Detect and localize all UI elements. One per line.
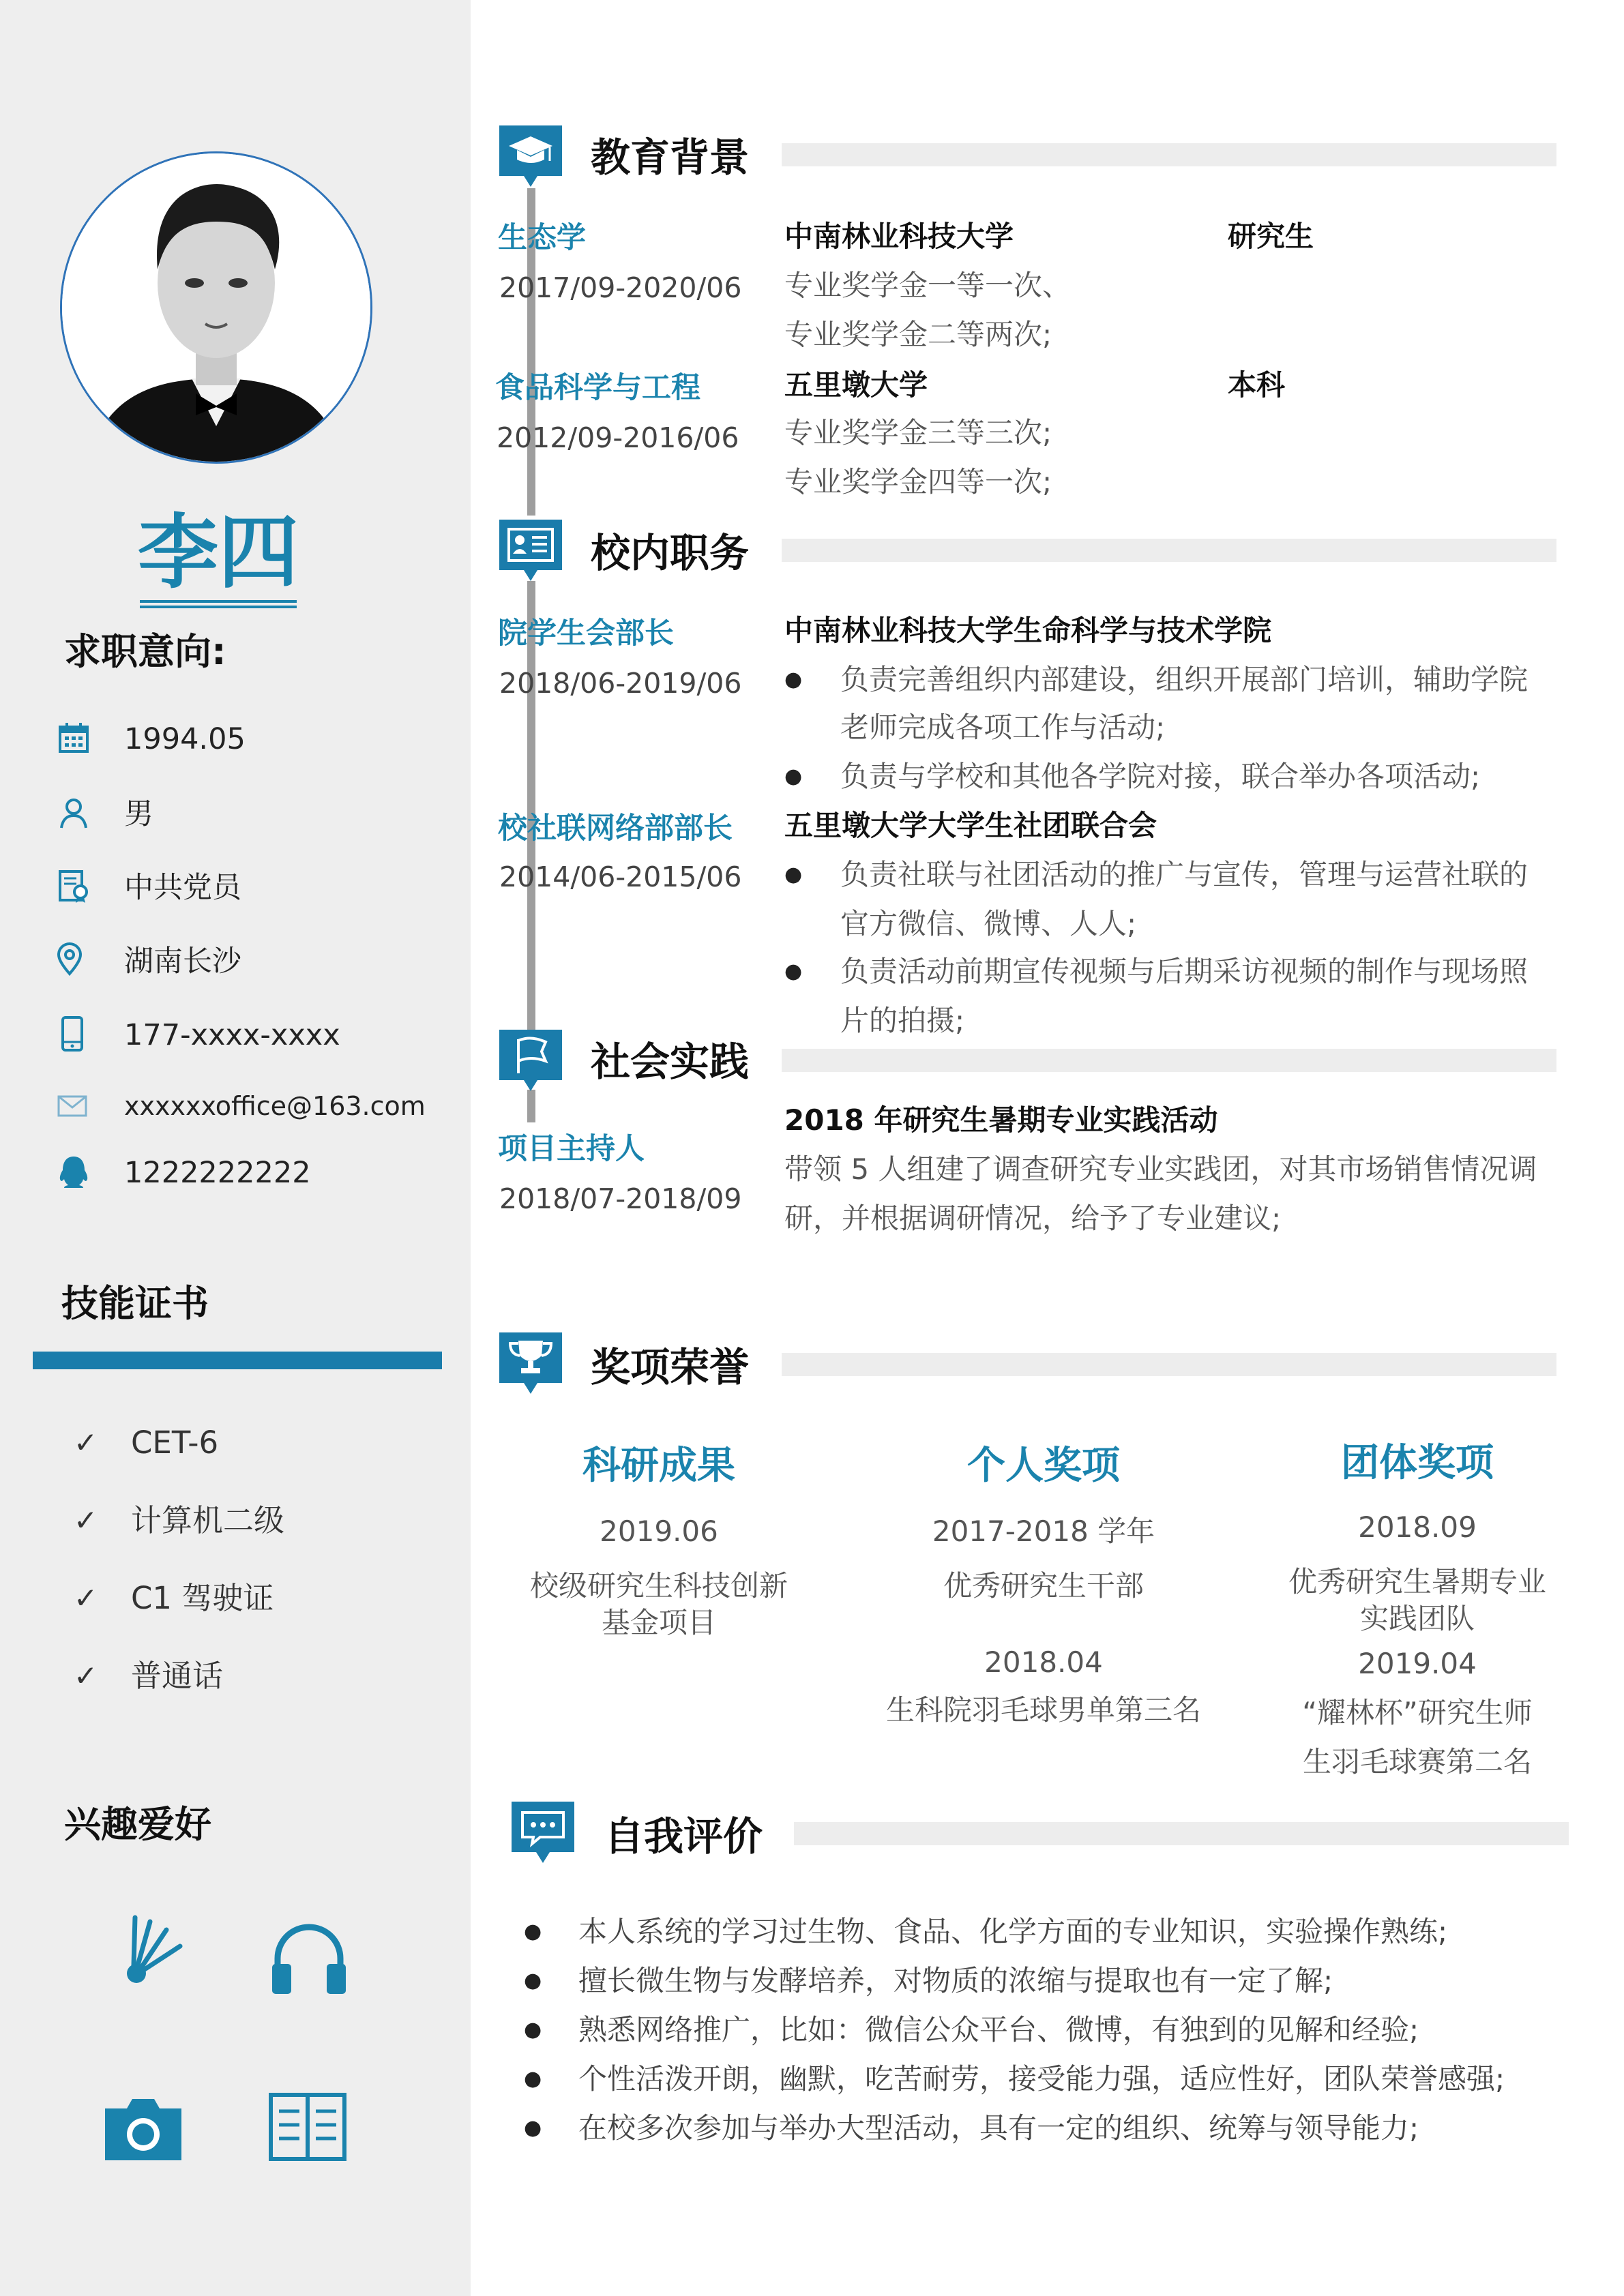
section-header-bar — [794, 1822, 1569, 1845]
education-dates: 2017/09-2020/06 — [499, 271, 742, 304]
award-item: 校级研究生科技创新 — [529, 1569, 788, 1602]
award-item: 基金项目 — [601, 1606, 716, 1639]
education-detail: 专业奖学金三等三次; — [784, 416, 1052, 449]
practice-role: 项目主持人 — [498, 1132, 645, 1166]
campus-duty: 老师完成各项工作与活动; — [840, 711, 1166, 744]
practice-detail: 带领 5 人组建了调查研究专业实践团，对其市场销售情况调 — [784, 1152, 1537, 1186]
award-item: 优秀研究生干部 — [943, 1569, 1144, 1602]
campus-duty: 负责完善组织内部建设，组织开展部门培训，辅助学院 — [840, 663, 1529, 696]
education-major: 生态学 — [498, 221, 586, 255]
party-doc-icon — [56, 869, 91, 904]
award-item: 实践团队 — [1359, 1602, 1475, 1635]
skill-item: C1 驾驶证 — [131, 1580, 274, 1616]
self-eval-title: 自我评价 — [604, 1813, 763, 1860]
campus-org: 中南林业科技大学生命科学与技术学院 — [784, 614, 1272, 647]
phone-icon — [55, 1016, 90, 1052]
qq-icon — [56, 1154, 91, 1189]
skills-title: 技能证书 — [61, 1282, 209, 1325]
hobbies-title: 兴趣爱好 — [64, 1803, 211, 1846]
award-item: 2018.04 — [984, 1645, 1103, 1679]
self-eval-item: 个性活泼开朗，幽默，吃苦耐劳，接受能力强，适应性好，团队荣誉感强; — [578, 2062, 1505, 2096]
trophy-icon — [494, 1328, 567, 1402]
awards-title: 奖项荣誉 — [591, 1344, 750, 1390]
award-item: 2019.04 — [1358, 1647, 1477, 1680]
bullet-icon: ● — [784, 863, 803, 886]
education-degree: 本科 — [1228, 368, 1286, 402]
award-item: 2017-2018 学年 — [932, 1515, 1155, 1548]
book-icon — [267, 2087, 349, 2168]
mail-icon — [55, 1088, 90, 1124]
campus-duty: 负责与学校和其他各学院对接，联合举办各项活动; — [840, 760, 1481, 793]
education-detail: 专业奖学金四等一次; — [784, 465, 1052, 498]
education-dates: 2012/09-2016/06 — [497, 421, 739, 454]
bullet-icon: ● — [524, 2018, 542, 2042]
award-category: 个人奖项 — [967, 1444, 1120, 1488]
birth-date: 1994.05 — [124, 722, 246, 756]
section-header-bar — [782, 1049, 1556, 1072]
practice-title: 社会实践 — [591, 1039, 750, 1085]
award-item: 生羽毛球赛第二名 — [1302, 1745, 1532, 1778]
skill-item: 普通话 — [131, 1658, 224, 1694]
camera-icon — [102, 2087, 184, 2168]
section-header-bar — [782, 143, 1556, 166]
campus-dates: 2014/06-2015/06 — [499, 861, 742, 893]
practice-title-text: 2018 年研究生暑期专业实践活动 — [784, 1103, 1218, 1137]
name-underline — [140, 600, 297, 603]
education-detail: 专业奖学金二等两次; — [784, 318, 1052, 351]
badminton-icon — [109, 1909, 191, 1991]
campus-dates: 2018/06-2019/06 — [499, 667, 742, 700]
education-detail: 专业奖学金一等一次、 — [784, 269, 1072, 302]
name-underline-2 — [140, 606, 297, 608]
political-status: 中共党员 — [124, 871, 241, 905]
self-eval-item: 在校多次参加与举办大型活动，具有一定的组织、统筹与领导能力; — [578, 2111, 1419, 2145]
self-eval-item: 本人系统的学习过生物、食品、化学方面的专业知识，实验操作熟练; — [578, 1915, 1448, 1948]
self-eval-item: 擅长微生物与发酵培养，对物质的浓缩与提取也有一定了解; — [578, 1964, 1333, 1997]
education-title: 教育背景 — [591, 134, 750, 181]
campus-org: 五里墩大学大学生社团联合会 — [784, 809, 1157, 842]
check-icon: ✓ — [74, 1504, 98, 1537]
practice-dates: 2018/07-2018/09 — [499, 1182, 742, 1215]
bullet-icon: ● — [784, 959, 803, 983]
section-header-bar — [782, 539, 1556, 562]
headphones-icon — [268, 1919, 350, 2001]
qq-number: 1222222222 — [124, 1156, 311, 1190]
award-item: “耀林杯”研究生师 — [1302, 1696, 1533, 1729]
job-intent-label: 求职意向: — [64, 630, 226, 673]
award-item: 2018.09 — [1358, 1510, 1477, 1544]
check-icon: ✓ — [74, 1581, 98, 1615]
campus-duty: 官方微信、微博、人人; — [840, 907, 1137, 940]
skill-item: CET-6 — [131, 1425, 219, 1461]
campus-duty: 负责社联与社团活动的推广与宣传，管理与运营社联的 — [840, 858, 1529, 891]
candidate-name: 李四 — [137, 505, 299, 599]
award-item: 2019.06 — [600, 1515, 718, 1548]
gender: 男 — [124, 797, 153, 831]
award-category: 团体奖项 — [1341, 1441, 1494, 1485]
award-item: 优秀研究生暑期专业 — [1288, 1565, 1546, 1598]
campus-role: 院学生会部长 — [498, 616, 674, 651]
self-eval-item: 熟悉网络推广，比如：微信公众平台、微博，有独到的见解和经验; — [578, 2013, 1419, 2046]
campus-title: 校内职务 — [591, 530, 750, 576]
avatar — [60, 151, 372, 464]
check-icon: ✓ — [74, 1659, 98, 1693]
bullet-icon: ● — [524, 1920, 542, 1943]
award-category: 科研成果 — [582, 1444, 735, 1488]
award-item: 生科院羽毛球男单第三名 — [885, 1693, 1201, 1727]
bullet-icon: ● — [524, 1969, 542, 1993]
education-school: 五里墩大学 — [784, 368, 928, 402]
graduation-cap-icon — [494, 121, 567, 195]
education-school: 中南林业科技大学 — [784, 220, 1014, 253]
email: xxxxxxoffice@163.com — [124, 1091, 426, 1121]
campus-duty: 负责活动前期宣传视频与后期采访视频的制作与现场照 — [840, 955, 1529, 988]
id-card-icon — [494, 516, 567, 589]
practice-detail: 研，并根据调研情况，给予了专业建议; — [784, 1202, 1282, 1235]
education-degree: 研究生 — [1228, 220, 1314, 253]
bullet-icon: ● — [524, 2116, 542, 2140]
bullet-icon: ● — [784, 668, 803, 691]
skills-title-bar — [33, 1352, 442, 1369]
campus-role: 校社联网络部部长 — [498, 811, 733, 846]
check-icon: ✓ — [74, 1426, 98, 1459]
phone-number: 177-xxxx-xxxx — [124, 1018, 340, 1052]
bullet-icon: ● — [784, 764, 803, 788]
calendar-icon — [56, 720, 91, 756]
flag-icon — [494, 1026, 567, 1099]
section-header-bar — [782, 1353, 1556, 1376]
location: 湖南长沙 — [124, 944, 241, 979]
location-icon — [52, 941, 87, 976]
campus-duty: 片的拍摄; — [840, 1004, 965, 1037]
education-major: 食品科学与工程 — [495, 371, 700, 405]
person-icon — [56, 795, 91, 831]
bullet-icon: ● — [524, 2067, 542, 2091]
chat-icon — [506, 1798, 580, 1871]
skill-item: 计算机二级 — [131, 1502, 285, 1538]
